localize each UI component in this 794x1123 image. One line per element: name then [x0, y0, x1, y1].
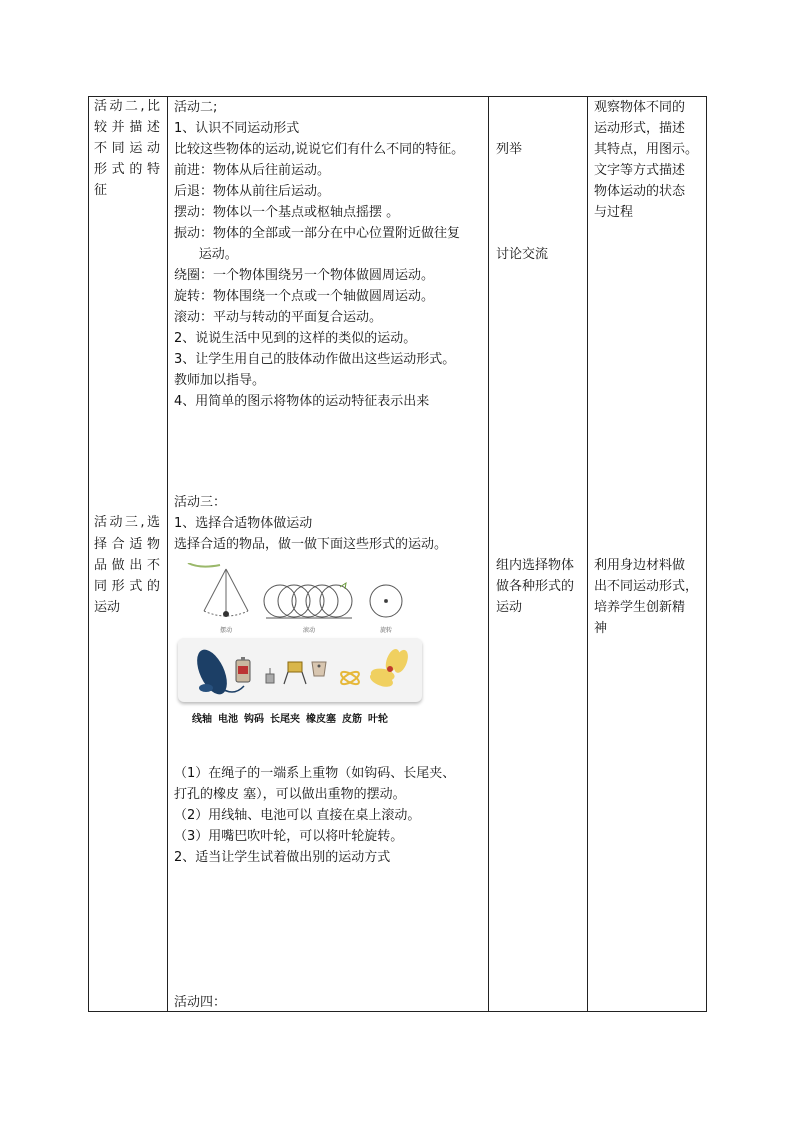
label-binder-clip: 长尾夹	[270, 714, 300, 725]
materials-illustration	[178, 638, 422, 702]
design-intent-cell	[587, 97, 706, 1012]
activity4-title: 活动四：	[174, 995, 227, 1010]
impeller-icon	[368, 647, 411, 689]
battery-icon	[236, 657, 250, 682]
binder-clip-icon	[284, 662, 306, 684]
label-spool: 线轴	[192, 714, 212, 725]
rubber-stopper-icon	[312, 662, 326, 676]
pendulum-figure	[188, 563, 248, 617]
label-rubber-stopper: 橡皮塞	[306, 714, 336, 725]
student-list: 列举	[496, 142, 523, 157]
materials-figure	[178, 638, 422, 730]
student-discuss: 讨论交流	[496, 247, 549, 262]
motion-figures	[180, 563, 420, 635]
label-roll: 滚动	[303, 627, 316, 634]
hook-weight-icon	[266, 668, 274, 683]
label-rotate: 旋转	[380, 627, 393, 634]
label-hook-weight: 钩码	[244, 714, 264, 725]
label-impeller: 叶轮	[368, 714, 388, 725]
rubber-band-icon	[339, 670, 360, 687]
label-battery: 电池	[218, 714, 238, 725]
student-activity-cell	[488, 97, 587, 1012]
materials-labels	[192, 710, 388, 725]
rotation-figure	[370, 585, 402, 617]
label-rubber-band: 皮筋	[342, 714, 362, 725]
label-swing: 摆动	[220, 627, 233, 634]
rolling-figure	[264, 583, 352, 618]
